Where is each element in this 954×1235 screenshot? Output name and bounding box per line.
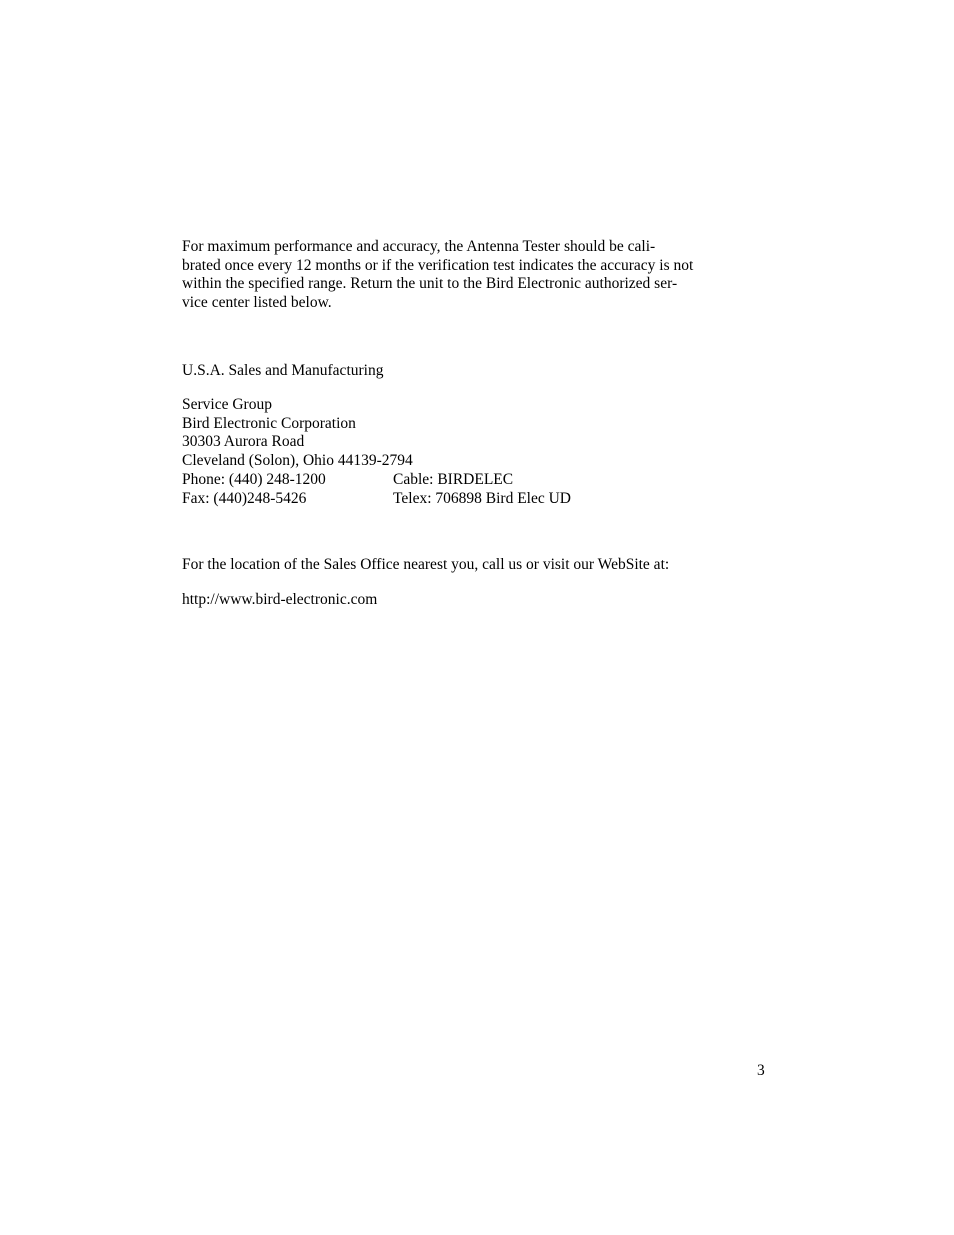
cable-address: Cable: BIRDELEC <box>393 470 514 488</box>
website-url: http://www.bird-electronic.com <box>182 591 378 608</box>
service-address <box>182 396 782 508</box>
address-city: Cleveland (Solon), Ohio 44139-2794 <box>182 452 413 470</box>
paragraph-line: brated once every 12 months or if the verification test indicates the accuracy is not <box>182 256 694 274</box>
page-number: 3 <box>757 1062 765 1079</box>
paragraph-line: within the specified range. Return the unit to the Bird Electronic authorized ser- <box>182 275 678 293</box>
address-street: 30303 Aurora Road <box>182 433 305 451</box>
location-text: For the location of the Sales Office nearest you, call us or visit our WebSite at: <box>182 556 670 573</box>
phone-number: Phone: (440) 248-1200 <box>182 470 326 488</box>
fax-telex-row <box>182 490 782 509</box>
fax-number: Fax: (440)248-5426 <box>182 489 307 507</box>
paragraph-line: vice center listed below. <box>182 294 332 312</box>
sales-heading: U.S.A. Sales and Manufacturing <box>182 362 384 379</box>
address-group: Service Group <box>182 396 272 413</box>
address-company: Bird Electronic Corporation <box>182 414 356 432</box>
telex-number: Telex: 706898 Bird Elec UD <box>393 489 571 507</box>
paragraph-line: For maximum performance and accuracy, the Antenna Tester should be cali- <box>182 238 656 255</box>
phone-cable-row <box>182 471 782 490</box>
calibration-paragraph <box>182 238 774 313</box>
